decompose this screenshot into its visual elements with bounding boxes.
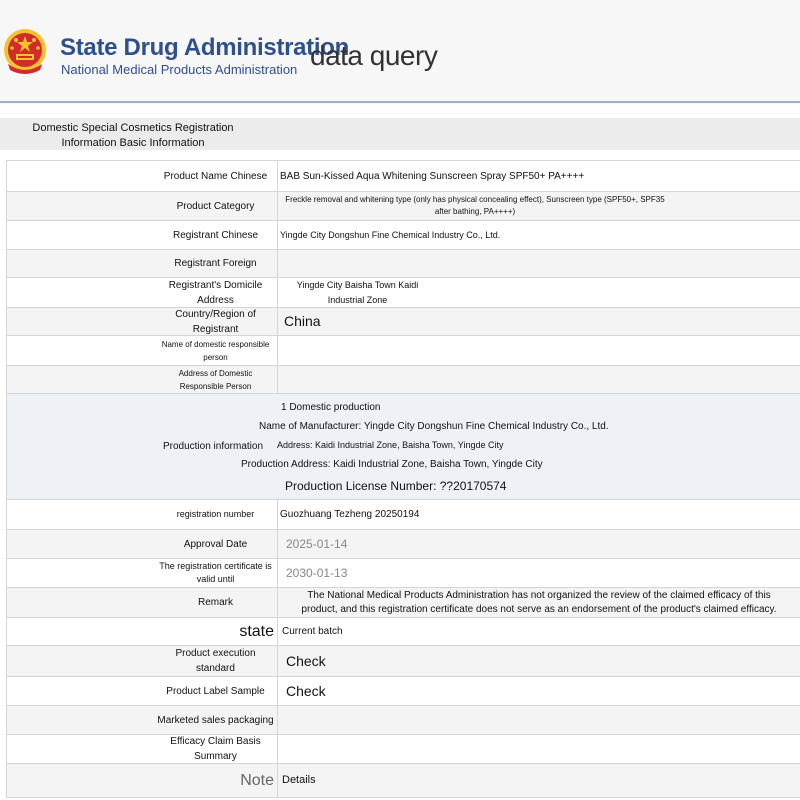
table-row-product-category (6, 192, 800, 221)
remark-label: Remark (197, 597, 233, 608)
note-details-link[interactable]: Details (277, 764, 800, 797)
registrant-foreign-value (277, 250, 800, 277)
header-divider (0, 101, 800, 103)
table-row-marketed-packaging (6, 706, 800, 735)
approval-date-label: Approval Date (183, 538, 248, 550)
product-name-value: BAB Sun-Kissed Aqua Whitening Sunscreen Spray SPF50+ PA++++ (277, 161, 800, 191)
country-value: China (277, 308, 800, 335)
production-information-block (241, 398, 779, 496)
table-row-label-sample (6, 677, 800, 706)
approval-date-value: 2025-01-14 (277, 530, 800, 558)
registration-number-value: Guozhuang Tezheng 20250194 (277, 500, 800, 529)
product-name-label: Product Name Chinese (163, 170, 268, 182)
section-title: Domestic Special Cosmetics Registration Information Basic Information (32, 122, 234, 149)
product-category-value-cell (277, 192, 800, 220)
registrant-domicile-value: Yingde City Baisha Town Kaidi Industrial Zone (296, 279, 419, 305)
valid-until-value: 2030-01-13 (277, 559, 800, 587)
domestic-responsible-address-label: Address of Domestic Responsible Person (178, 368, 253, 391)
execution-standard-check-link[interactable]: Check (277, 646, 800, 676)
table-row-country (6, 308, 800, 336)
site-header (0, 0, 800, 104)
production-information-value (241, 394, 800, 499)
execution-standard-label: Product execution standard (175, 648, 256, 674)
registration-number-label: registration number (176, 509, 255, 519)
brand-title[interactable]: State Drug Administration (60, 34, 349, 61)
domestic-responsible-name-label: Name of domestic responsible person (161, 339, 270, 362)
table-row-remark (6, 588, 800, 618)
valid-until-label: The registration certificate is valid until (159, 561, 272, 584)
table-row-registrant-foreign (6, 250, 800, 278)
registrant-chinese-label: Registrant Chinese (172, 229, 259, 241)
registrant-chinese-value: Yingde City Dongshun Fine Chemical Industry Co., Ltd. (277, 221, 800, 249)
production-license-number: Production License Number: ??20170574 (285, 478, 507, 493)
table-row-note (6, 764, 800, 798)
registrant-domicile-value-cell (277, 278, 800, 307)
manufacturer-address: Address: Kaidi Industrial Zone, Baisha Town, Yingde City (277, 439, 504, 450)
marketed-packaging-label: Marketed sales packaging (157, 714, 274, 726)
table-row-registrant-chinese (6, 221, 800, 250)
table-row-efficacy-summary (6, 735, 800, 764)
production-address: Production Address: Kaidi Industrial Zone, Baisha Town, Yingde City (241, 458, 543, 470)
product-category-value: Freckle removal and whitening type (only has physical concealing effect), Sunscreen type (SPF50+, SPF35 after bathing, PA++++) (285, 195, 665, 216)
efficacy-summary-label: Efficacy Claim Basis Summary (170, 736, 261, 762)
production-type: 1 Domestic production (281, 401, 381, 413)
registrant-foreign-label: Registrant Foreign (174, 258, 257, 269)
table-row-registrant-domicile (6, 278, 800, 308)
registrant-domicile-label: Registrant's Domicile Address (168, 279, 263, 306)
table-row-execution-standard (6, 646, 800, 677)
state-label: state (239, 623, 274, 640)
table-row-valid-until (6, 559, 800, 588)
table-row-state (6, 618, 800, 646)
marketed-packaging-value (277, 706, 800, 734)
table-row-production-information (6, 394, 800, 500)
label-sample-check-link[interactable]: Check (277, 677, 800, 705)
national-emblem-icon (2, 26, 48, 78)
note-label: Note (240, 772, 274, 789)
efficacy-summary-value (277, 735, 800, 763)
page-title: data query (310, 40, 438, 71)
table-row-domestic-responsible-address (6, 366, 800, 394)
state-value: Current batch (277, 618, 800, 645)
registration-info-table (6, 160, 800, 798)
table-row-domestic-responsible-name (6, 336, 800, 366)
brand-subtitle: National Medical Products Administration (61, 62, 298, 77)
country-label: Country/Region of Registrant (175, 308, 256, 335)
remark-value: The National Medical Products Administration has not organized the review of the claimed efficacy of this product, and this registration certificate does not serve as an endorsement of the product's claimed efficacy. (277, 588, 800, 617)
production-information-label: Production information (162, 441, 264, 452)
table-row-approval-date (6, 530, 800, 559)
domestic-responsible-address-value (277, 366, 800, 393)
product-category-label: Product Category (176, 200, 255, 212)
manufacturer-name: Name of Manufacturer: Yingde City Dongshun Fine Chemical Industry Co., Ltd. (259, 420, 609, 432)
domestic-responsible-name-value (277, 336, 800, 365)
label-sample-label: Product Label Sample (166, 685, 265, 697)
table-row-product-name (6, 161, 800, 192)
table-row-registration-number (6, 500, 800, 530)
